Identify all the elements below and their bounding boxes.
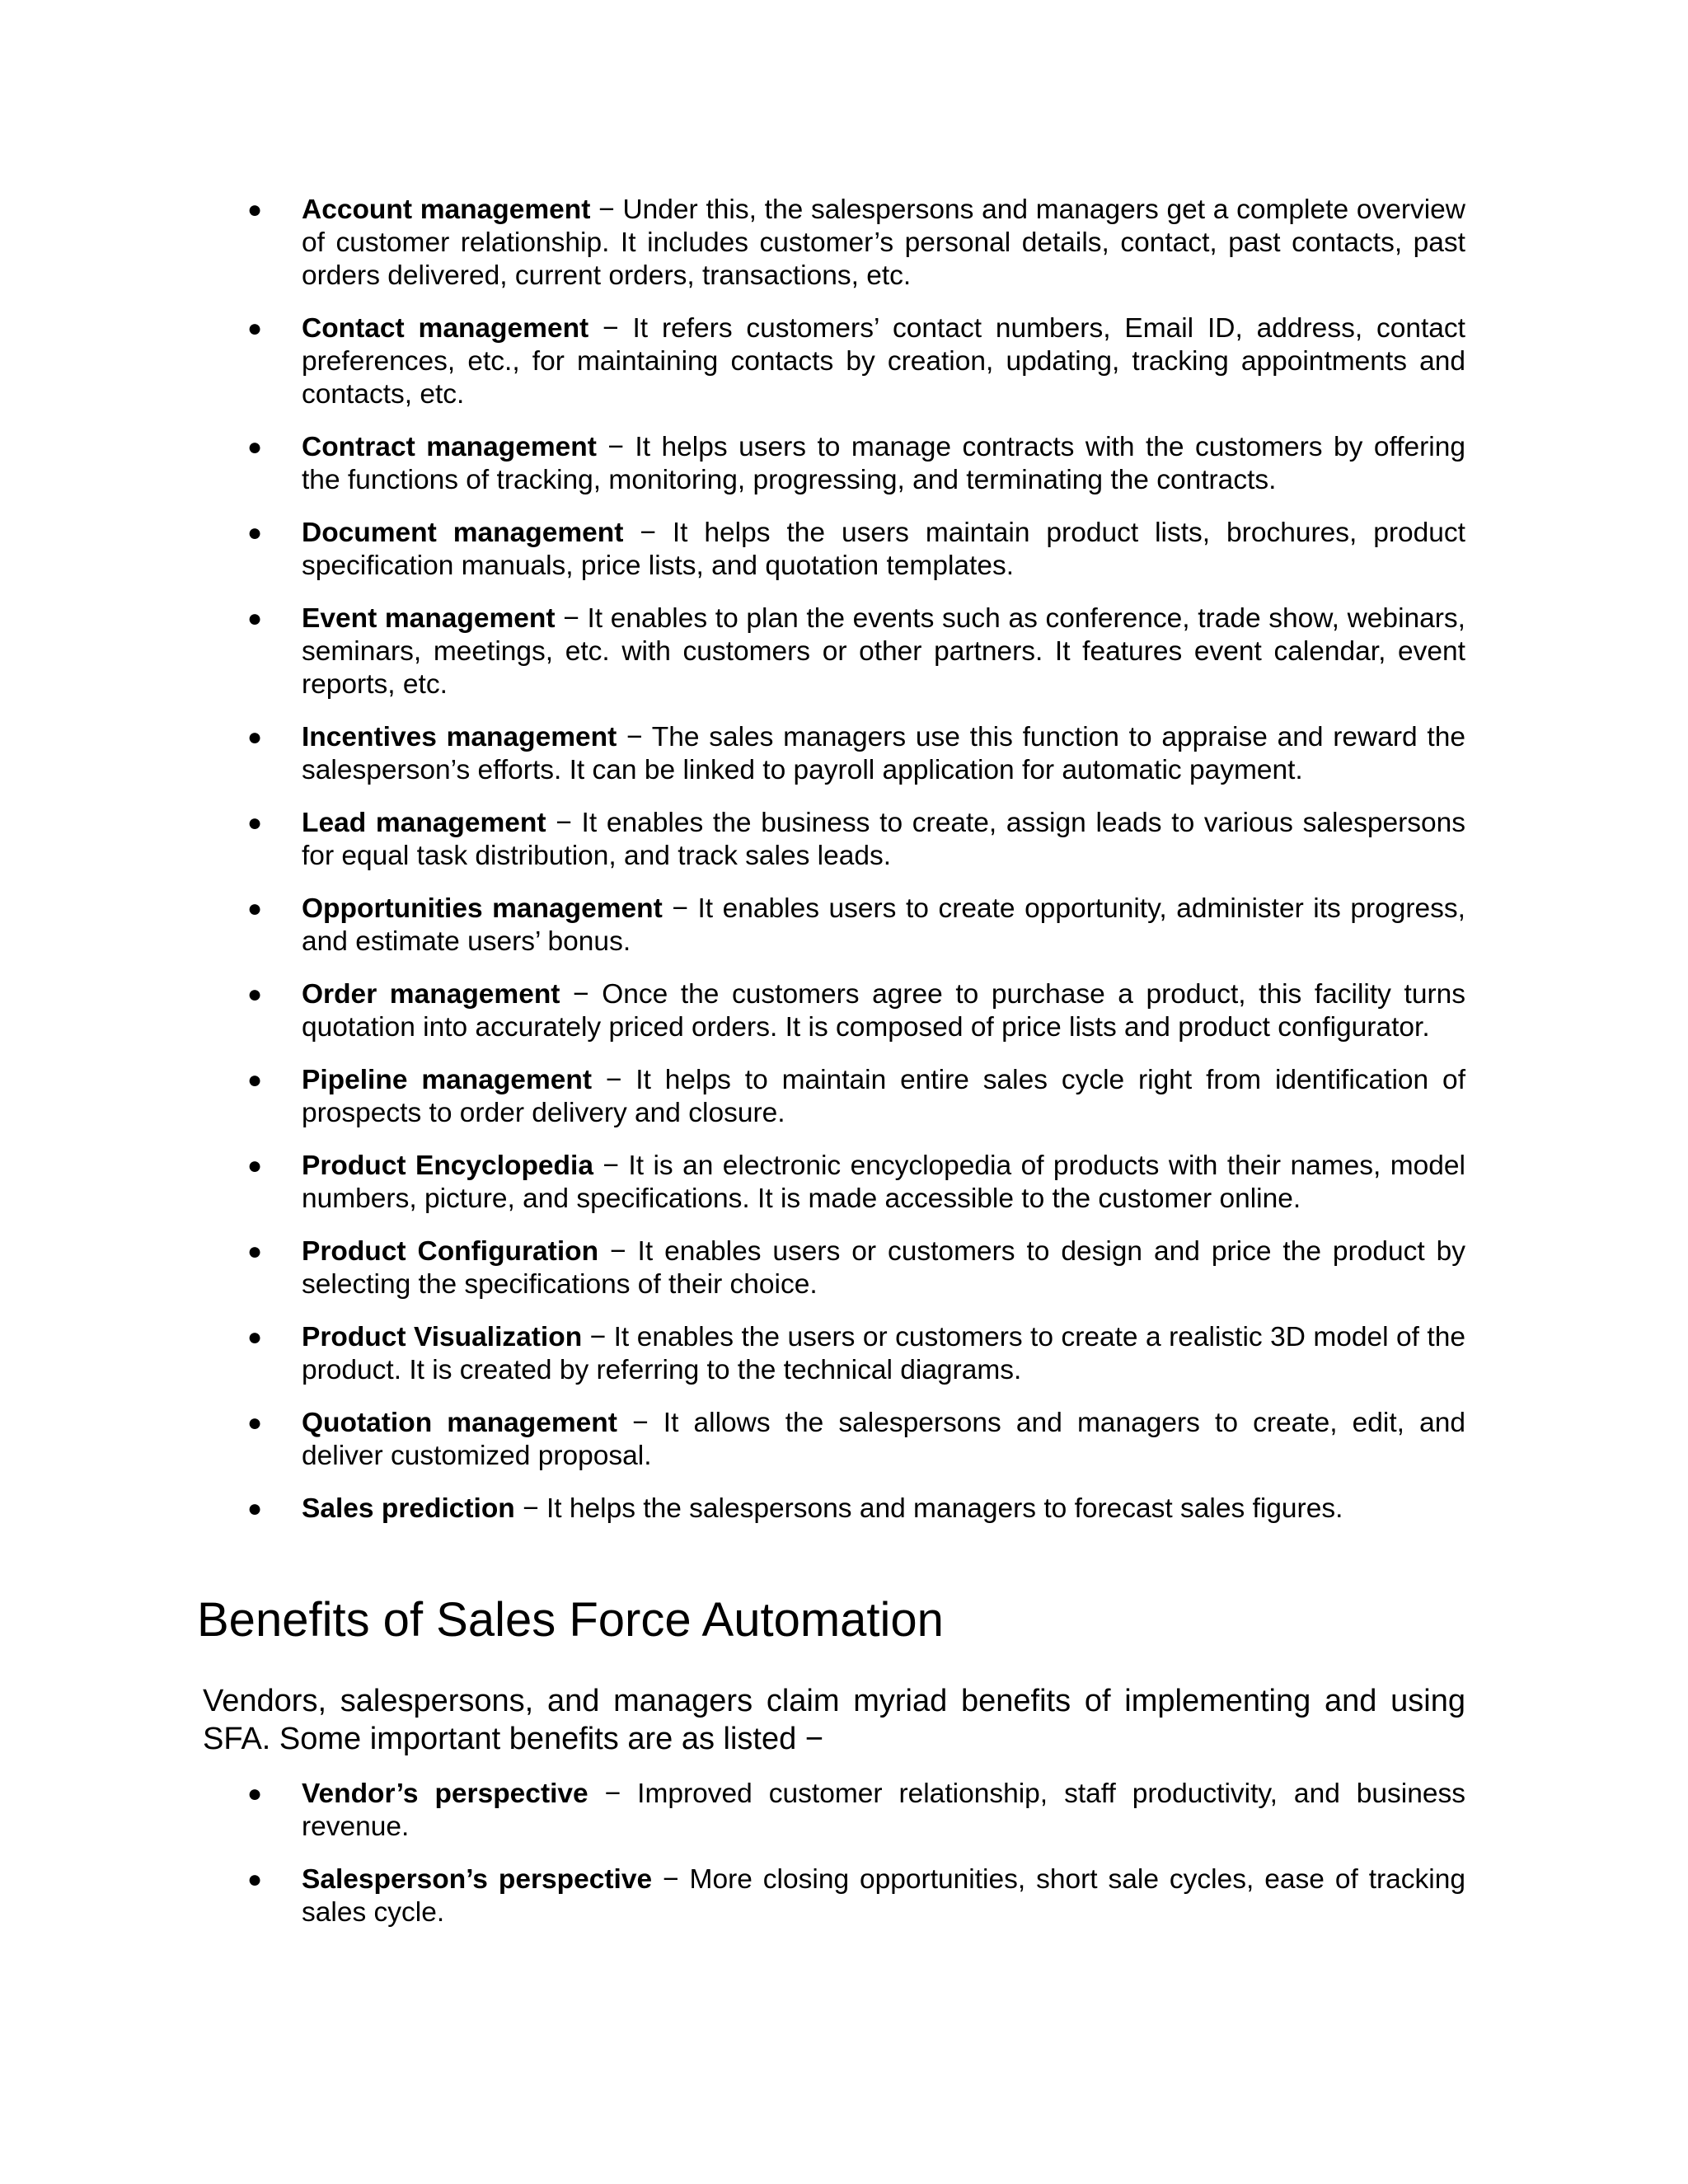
- list-item: [247, 1150, 1465, 1216]
- list-item-text: − It helps the salespersons and managers to forecast sales figures.: [514, 1493, 1343, 1524]
- section-heading: Benefits of Sales Force Automation: [197, 1593, 944, 1647]
- list-item: [247, 1321, 1465, 1387]
- list-item-term: Quotation management: [302, 1408, 617, 1438]
- list-item: [247, 602, 1465, 701]
- list-item: [247, 312, 1465, 411]
- bullet-icon: ●: [247, 1152, 263, 1179]
- list-item-text: − Improved customer relationship, staff productivity, and business revenue.: [302, 1779, 1466, 1842]
- list-item-term: Account management: [302, 194, 591, 225]
- list-item-text: − It enables to plan the events such as conference, trade show, webinars, seminars, meetings, etc. with customers or other partners. It features event calendar, event reports, etc.: [302, 603, 1465, 700]
- bullet-icon: ●: [247, 519, 263, 546]
- list-item-term: Lead management: [302, 808, 546, 838]
- intro-paragraph: Vendors, salespersons, and managers claim myriad benefits of implementing and using SFA. Some important benefits are as listed −: [203, 1684, 1465, 1756]
- list-item-text: − It enables users or customers to design and price the product by selecting the specifications of their choice.: [302, 1236, 1465, 1300]
- list-item-text: − It refers customers’ contact numbers, Email ID, address, contact preferences, etc., for maintaining contacts by creation, updating, tracking appointments and contacts, etc.: [302, 313, 1465, 410]
- list-item-term: Contract management: [302, 432, 597, 462]
- list-item-text: − It enables users to create opportunity, administer its progress, and estimate users’ bonus.: [302, 893, 1465, 957]
- bullet-icon: ●: [247, 1238, 263, 1265]
- list-item-text: − It helps users to manage contracts with the customers by offering the functions of tracking, monitoring, progressing, and terminating the contracts.: [302, 432, 1466, 495]
- list-item: [247, 807, 1465, 873]
- list-item: [247, 194, 1465, 293]
- list-item-text: − The sales managers use this function to appraise and reward the salesperson’s efforts. It can be linked to payroll application for automatic payment.: [302, 722, 1465, 785]
- list-item-term: Incentives management: [302, 722, 617, 752]
- list-item-term: Order management: [302, 979, 560, 1010]
- list-item: [247, 978, 1465, 1044]
- bullet-icon: ●: [247, 605, 263, 632]
- list-item-text: − It is an electronic encyclopedia of products with their names, model numbers, picture, and specifications. It is made accessible to the customer online.: [302, 1151, 1465, 1214]
- list-item-term: Pipeline management: [302, 1065, 592, 1095]
- list-item-term: Event management: [302, 603, 556, 634]
- list-item: [247, 893, 1465, 958]
- bullet-icon: ●: [247, 1066, 263, 1094]
- list-item-term: Salesperson’s perspective: [302, 1864, 653, 1895]
- bullet-icon: ●: [247, 434, 263, 461]
- bullet-icon: ●: [247, 1409, 263, 1436]
- list-item-term: Product Encyclopedia: [302, 1151, 593, 1181]
- list-item: [247, 1407, 1465, 1473]
- list-item-text: − It enables the users or customers to create a realistic 3D model of the product. It is created by referring to the technical diagrams.: [302, 1322, 1465, 1385]
- bullet-icon: ●: [247, 1324, 263, 1351]
- list-item: [247, 517, 1465, 583]
- bullet-icon: ●: [247, 196, 263, 223]
- list-item-term: Product Configuration: [302, 1236, 599, 1267]
- sfa-features-list: [247, 194, 1465, 1545]
- benefits-list: [247, 1778, 1465, 1949]
- list-item-term: Sales prediction: [302, 1493, 515, 1524]
- list-item: [247, 721, 1465, 787]
- bullet-icon: ●: [247, 1495, 263, 1522]
- list-item-term: Contact management: [302, 313, 589, 344]
- list-item: [247, 1493, 1465, 1526]
- list-item-text: − It helps to maintain entire sales cycle right from identification of prospects to order delivery and closure.: [302, 1065, 1465, 1128]
- list-item-text: − Under this, the salespersons and managers get a complete overview of customer relationship. It includes customer’s personal details, contact, past contacts, past orders delivered, current orders, transactions, etc.: [302, 194, 1466, 291]
- list-item-term: Product Visualization: [302, 1322, 583, 1352]
- list-item-text: − It allows the salespersons and managers to create, edit, and deliver customized proposal.: [302, 1408, 1465, 1471]
- bullet-icon: ●: [247, 1866, 263, 1893]
- list-item-term: Document management: [302, 518, 624, 548]
- list-item: [247, 1064, 1465, 1130]
- bullet-icon: ●: [247, 724, 263, 751]
- list-item: [247, 1235, 1465, 1301]
- list-item-text: − It helps the users maintain product lists, brochures, product specification manuals, price lists, and quotation templates.: [302, 518, 1465, 581]
- list-item-term: Vendor’s perspective: [302, 1779, 588, 1809]
- bullet-icon: ●: [247, 315, 263, 342]
- bullet-icon: ●: [247, 895, 263, 922]
- list-item: [247, 1778, 1465, 1844]
- list-item: [247, 1863, 1465, 1929]
- list-item-term: Opportunities management: [302, 893, 663, 924]
- bullet-icon: ●: [247, 809, 263, 837]
- list-item-text: − It enables the business to create, assign leads to various salespersons for equal task distribution, and track sales leads.: [302, 808, 1465, 871]
- list-item-text: − More closing opportunities, short sale cycles, ease of tracking sales cycle.: [302, 1864, 1466, 1928]
- list-item: [247, 431, 1465, 497]
- bullet-icon: ●: [247, 1780, 263, 1807]
- list-item-text: − Once the customers agree to purchase a product, this facility turns quotation into accurately priced orders. It is composed of price lists and product configurator.: [302, 979, 1465, 1043]
- bullet-icon: ●: [247, 981, 263, 1008]
